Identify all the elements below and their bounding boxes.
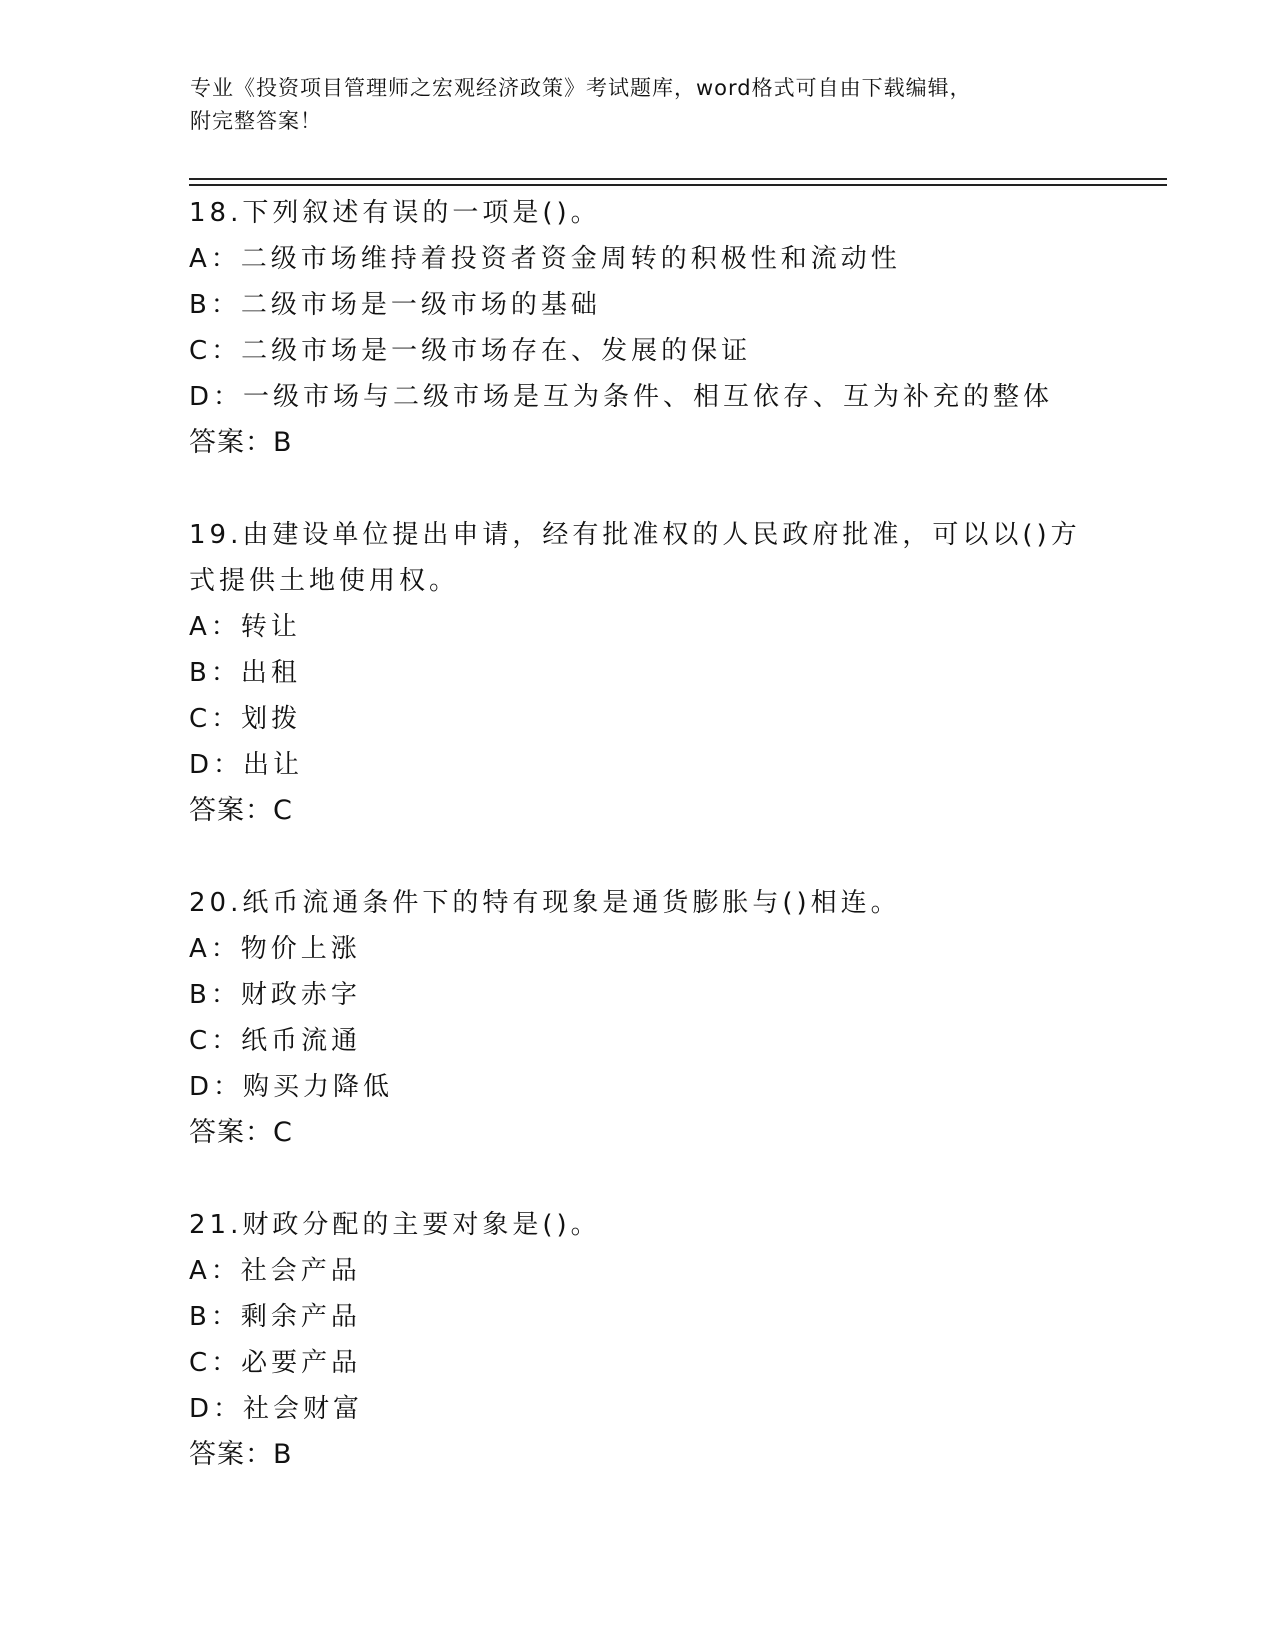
header-line-2: 附完整答案！ (190, 109, 322, 133)
answer: 答案：B (189, 427, 293, 458)
header-divider-bottom (189, 184, 1167, 186)
option-c: C：二级市场是一级市场存在、发展的保证 (189, 336, 752, 366)
question-list (189, 190, 1149, 1524)
answer: 答案：C (189, 795, 293, 826)
option-a: A：转让 (189, 612, 301, 642)
answer: 答案：B (189, 1439, 293, 1470)
question-stem: 18.下列叙述有误的一项是()。 (189, 198, 601, 228)
question-21 (189, 1202, 1149, 1478)
option-d: D：社会财富 (189, 1394, 364, 1424)
option-d: D：购买力降低 (189, 1072, 394, 1102)
question-18 (189, 190, 1149, 466)
option-c: C：纸币流通 (189, 1026, 362, 1056)
header-line-1: 专业《投资项目管理师之宏观经济政策》考试题库，word格式可自由下载编辑， (190, 76, 972, 100)
answer: 答案：C (189, 1117, 293, 1148)
option-c: C：必要产品 (189, 1348, 362, 1378)
option-a: A：二级市场维持着投资者资金周转的积极性和流动性 (189, 244, 901, 274)
option-b: B：财政赤字 (189, 980, 361, 1010)
option-d: D：出让 (189, 750, 304, 780)
option-b: B：二级市场是一级市场的基础 (189, 290, 601, 320)
question-20 (189, 880, 1149, 1156)
question-stem: 20.纸币流通条件下的特有现象是通货膨胀与()相连。 (189, 888, 901, 918)
option-a: A：物价上涨 (189, 934, 361, 964)
option-b: B：剩余产品 (189, 1302, 361, 1332)
option-c: C：划拨 (189, 704, 302, 734)
option-b: B：出租 (189, 658, 301, 688)
question-stem: 21.财政分配的主要对象是()。 (189, 1210, 601, 1240)
header-divider-top (189, 178, 1167, 180)
option-a: A：社会产品 (189, 1256, 361, 1286)
option-d: D：一级市场与二级市场是互为条件、相互依存、互为补充的整体 (189, 382, 1054, 412)
document-header (190, 72, 1090, 138)
question-stem: 19.由建设单位提出申请，经有批准权的人民政府批准，可以以()方式提供土地使用权。 (189, 520, 1081, 596)
question-19 (189, 512, 1149, 834)
